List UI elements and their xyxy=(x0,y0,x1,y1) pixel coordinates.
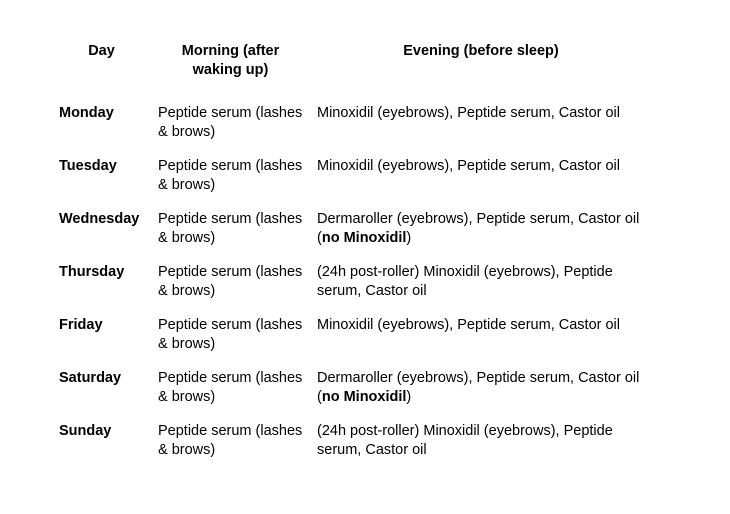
evening-text: Minoxidil (eyebrows), Peptide serum, Castor oil xyxy=(317,158,620,174)
morning-cell: Peptide serum (lashes & brows) xyxy=(158,158,303,193)
morning-cell: Peptide serum (lashes & brows) xyxy=(158,317,303,352)
day-cell: Friday xyxy=(59,317,103,333)
morning-cell: Peptide serum (lashes & brows) xyxy=(158,264,303,299)
table-row-tuesday xyxy=(52,157,652,210)
evening-text: (24h post-roller) Minoxidil (eyebrows), Peptide serum, Castor oil xyxy=(317,264,613,299)
table-row-thursday xyxy=(52,263,652,316)
table-row-wednesday xyxy=(52,210,652,263)
morning-cell: Peptide serum (lashes & brows) xyxy=(158,370,303,405)
header-row xyxy=(52,42,652,104)
morning-cell: Peptide serum (lashes & brows) xyxy=(158,105,303,140)
evening-cell xyxy=(310,104,652,157)
table-row-sunday xyxy=(52,422,652,475)
morning-cell: Peptide serum (lashes & brows) xyxy=(158,423,303,458)
evening-text: Dermaroller (eyebrows), Peptide serum, Castor oil xyxy=(317,370,640,386)
evening-text: Minoxidil (eyebrows), Peptide serum, Castor oil xyxy=(317,317,620,333)
morning-cell: Peptide serum (lashes & brows) xyxy=(158,211,303,246)
weekly-routine-table xyxy=(52,42,652,475)
day-cell: Tuesday xyxy=(59,158,117,174)
evening-text: Dermaroller (eyebrows), Peptide serum, Castor oil xyxy=(317,211,640,227)
evening-cell: Dermaroller (eyebrows), Peptide serum, Castor oil (no Minoxidil) xyxy=(317,370,640,405)
evening-text: Minoxidil (eyebrows), Peptide serum, Castor oil xyxy=(317,105,620,121)
evening-cell xyxy=(310,263,652,316)
evening-cell xyxy=(310,157,652,210)
table-row-saturday xyxy=(52,369,652,422)
evening-text: (24h post-roller) Minoxidil (eyebrows), Peptide serum, Castor oil xyxy=(317,423,613,458)
day-cell: Saturday xyxy=(59,370,122,386)
table-row-monday xyxy=(52,104,652,157)
evening-cell xyxy=(310,422,652,475)
table-row-friday xyxy=(52,316,652,369)
day-cell: Sunday xyxy=(59,423,112,439)
evening-cell: Dermaroller (eyebrows), Peptide serum, Castor oil (no Minoxidil) xyxy=(317,211,640,246)
evening-cell xyxy=(310,316,652,369)
day-cell: Thursday xyxy=(59,264,125,280)
header-day: Day xyxy=(88,43,115,59)
evening-note: no Minoxidil xyxy=(321,230,407,246)
day-cell: Monday xyxy=(59,105,114,121)
day-cell: Wednesday xyxy=(59,211,140,227)
evening-note: no Minoxidil xyxy=(321,389,407,405)
header-evening: Evening (before sleep) xyxy=(403,43,559,59)
header-morning: Morning (after waking up) xyxy=(181,43,280,78)
